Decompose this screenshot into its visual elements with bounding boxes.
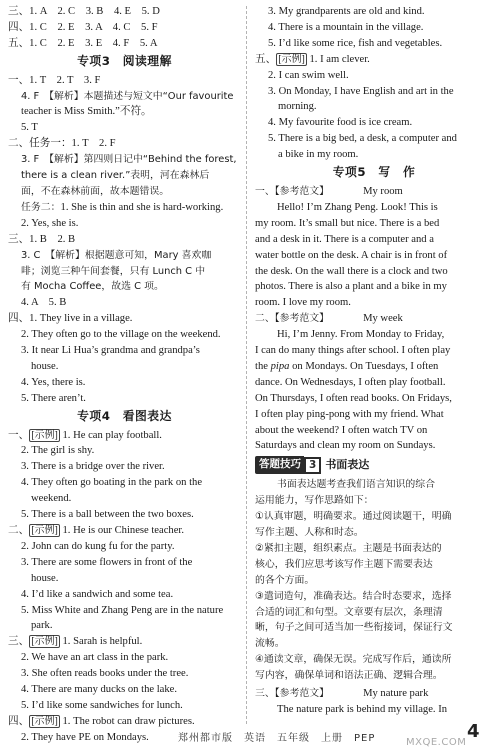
answer-line: teacher is Miss Smith.”不符。 bbox=[21, 106, 152, 118]
tips-badge: 答题技巧 bbox=[255, 456, 304, 474]
answer-line: 5. I’d like some rice, fish and vegetables. bbox=[268, 37, 443, 49]
tips-line: ①认真审题，明确要求。通过阅读题干，明确 bbox=[255, 511, 452, 523]
example-tag: [示例] bbox=[278, 53, 305, 65]
essay-heading: 三、【参考范文】 My nature park bbox=[255, 688, 429, 700]
section-title-writing: 专项5 写 作 bbox=[332, 165, 416, 180]
page-number: 4 bbox=[467, 721, 480, 742]
essay-line: dance. On Wednesdays, I often play football. bbox=[255, 376, 446, 388]
section-title-reading: 专项3 阅读理解 bbox=[77, 53, 172, 68]
answer-line: weekend. bbox=[31, 493, 72, 505]
answer-line: 一、 [示例] 1. He can play football. bbox=[8, 429, 162, 441]
tips-line: ③遣词造句，准确表达。结合时态要求，选择 bbox=[255, 590, 452, 602]
answer-line: morning. bbox=[278, 101, 317, 113]
tips-line: 合适的词汇和句型。文章要有层次，条理清 bbox=[255, 606, 443, 618]
tips-title: 书面表达 bbox=[325, 458, 370, 472]
essay-line: On Thursdays, I often read books. On Fridays, bbox=[255, 392, 452, 404]
answer-line: 2. They have PE on Mondays. bbox=[21, 731, 149, 743]
answer-line: 有 Mocha Coffee，故选 C 项。 bbox=[21, 281, 164, 293]
answer-line: 四、1. C 2. E 3. A 4. C 5. F bbox=[8, 21, 158, 33]
answer-line: 五、1. C 2. E 3. E 4. F 5. A bbox=[8, 37, 158, 49]
answer-line: 三、1. B 2. B bbox=[8, 233, 76, 245]
example-tag: [示例] bbox=[31, 525, 58, 536]
answer-line: 3. There is a bridge over the river. bbox=[21, 461, 165, 473]
answer-line: 5. I’d like some sandwiches for lunch. bbox=[21, 699, 183, 711]
essay-line: room. I love my room. bbox=[255, 297, 351, 309]
tips-header bbox=[255, 456, 493, 474]
answer-line: a bike in my room. bbox=[278, 149, 359, 161]
column-divider bbox=[246, 6, 247, 724]
answer-line: 3. My grandparents are old and kind. bbox=[268, 6, 425, 17]
answer-line: 2. We have an art class in the park. bbox=[21, 652, 169, 664]
answer-line: house. bbox=[31, 572, 59, 584]
example-tag: [示例] bbox=[31, 636, 58, 648]
right-column bbox=[255, 4, 493, 718]
essay-line: and a desk in it. There is a computer and a bbox=[255, 233, 434, 245]
answer-line: 2. Yes, she is. bbox=[21, 217, 79, 229]
answer-line: 3. There are some flowers in front of the bbox=[21, 556, 193, 568]
left-column bbox=[8, 4, 241, 746]
section-title-picture: 专项4 看图表达 bbox=[77, 408, 172, 423]
essay-line: I can do many things after school. I often play bbox=[255, 345, 451, 357]
example-tag: [示例] bbox=[31, 715, 58, 727]
answer-line: 一、1. T 2. T 3. F bbox=[8, 74, 101, 86]
example-tag: [示例] bbox=[31, 429, 58, 441]
answer-line: 3. On Monday, I have English and art in the bbox=[268, 85, 454, 97]
answer-line: 面，不在森林前面，故本题错误。 bbox=[21, 185, 170, 197]
tips-line: 晰，句子之间可适当加一些衔接词，保证行文 bbox=[255, 622, 453, 634]
answer-line: 4. There are many ducks on the lake. bbox=[21, 684, 178, 696]
answer-line: 5. There aren’t. bbox=[21, 392, 86, 404]
answer-line: there is a clean river.”表明，河在森林后 bbox=[21, 170, 210, 182]
answer-line: 4. Yes, there is. bbox=[21, 376, 86, 388]
answer-line: 3. C 【解析】根据题意可知，Mary 喜欢咖 bbox=[21, 249, 212, 261]
answer-line: 三、 [示例] 1. Sarah is helpful. bbox=[8, 636, 143, 648]
answer-line: house. bbox=[31, 360, 59, 372]
tips-line: ④通读文章，确保无误。完成写作后，通读所 bbox=[255, 654, 452, 666]
essay-line: Saturdays and clean my room on Sundays. bbox=[255, 440, 436, 452]
answer-line: 3. It near Li Hua’s grandma and grandpa’s bbox=[21, 345, 200, 357]
answer-line: 5. There is a big bed, a desk, a computer and bbox=[268, 133, 457, 145]
essay-heading: 二、【参考范文】 My week bbox=[255, 313, 403, 325]
footer-edition: 郑州都市版 英语 五年级 上册 PEP bbox=[178, 733, 376, 744]
tips-line: 核心，我们应思考该写作主题下需要表达 bbox=[255, 558, 433, 570]
answer-line: 5. Miss White and Zhang Peng are in the nature bbox=[21, 604, 224, 616]
answer-line: 二、 [示例] 1. He is our Chinese teacher. bbox=[8, 525, 185, 536]
answer-line: 三、1. A 2. C 3. B 4. E 5. D bbox=[8, 6, 160, 17]
answer-line: 任务二：1. She is thin and she is hard-working. bbox=[21, 201, 224, 213]
answer-line: 2. John can do kung fu for the party. bbox=[21, 540, 175, 552]
tips-line: ②紧扣主题，组织素点。主题是书面表达的 bbox=[255, 542, 442, 554]
answer-line: 四、1. They live in a village. bbox=[8, 313, 133, 325]
essay-line: my room. It’s small but nice. There is a bed bbox=[255, 217, 440, 229]
watermark: MXQE.COM bbox=[406, 737, 467, 748]
answer-line: 4. There is a mountain in the village. bbox=[268, 21, 424, 33]
essay-line: water bottle on the desk. A chair is in front of bbox=[255, 249, 448, 261]
answer-line: 2. The girl is shy. bbox=[21, 445, 95, 457]
answer-line: 4. F 【解析】本题描述与短文中“Our favourite bbox=[21, 90, 234, 102]
essay-line: Hello! I’m Zhang Peng. Look! This is bbox=[277, 201, 438, 213]
essay-line: the desk. On the wall there is a clock and two bbox=[255, 265, 448, 277]
answer-line: 五、 [示例] 1. I am clever. bbox=[255, 53, 370, 65]
essay-line: I often play ping-pong with my friend. What bbox=[255, 408, 444, 420]
tips-line: 书面表达题考查我们语言知识的综合 bbox=[277, 479, 436, 491]
answer-line: 二、任务一：1. T 2. F bbox=[8, 138, 116, 150]
answer-line: 5. There is a ball between the two boxes. bbox=[21, 509, 194, 521]
answer-line: 2. I can swim well. bbox=[268, 69, 349, 81]
answer-line: park. bbox=[31, 620, 53, 632]
answer-line: 4. My favourite food is ice cream. bbox=[268, 117, 413, 129]
essay-line: the pipa on Mondays. On Tuesdays, I often bbox=[255, 360, 439, 372]
answer-line: 3. F 【解析】第四则日记中“Behind the forest, bbox=[21, 154, 237, 166]
answer-line: 4. A 5. B bbox=[21, 297, 67, 309]
essay-line: about the weekend? I often watch TV on bbox=[255, 424, 428, 436]
tips-line: 的各个方面。 bbox=[255, 574, 315, 586]
answer-line: 四、 [示例] 1. The robot can draw pictures. bbox=[8, 715, 195, 727]
answer-line: 5. T bbox=[21, 122, 38, 134]
answer-line: 4. I’d like a sandwich and some tea. bbox=[21, 588, 174, 600]
answer-line: 2. They often go to the village on the weekend. bbox=[21, 329, 221, 341]
essay-line: photos. There is also a plant and a bike in my bbox=[255, 281, 447, 293]
tips-line: 写作主题、人称和时态。 bbox=[255, 527, 364, 538]
essay-line: The nature park is behind my village. In bbox=[277, 703, 448, 715]
answer-line: 啡；浏览三种午间套餐，只有 Lunch C 中 bbox=[21, 265, 206, 277]
essay-heading: 一、【参考范文】 My room bbox=[255, 185, 403, 197]
tips-line: 运用能力，写作思路如下： bbox=[255, 495, 374, 507]
answer-line: 4. They often go boating in the park on the bbox=[21, 477, 203, 489]
tips-number: 3 bbox=[304, 457, 321, 474]
tips-line: 写内容，确保单词和语法正确、逻辑合理。 bbox=[255, 670, 443, 682]
tips-line: 流畅。 bbox=[255, 638, 285, 650]
answer-line: 3. She often reads books under the tree. bbox=[21, 668, 189, 680]
essay-line: Hi, I’m Jenny. From Monday to Friday, bbox=[277, 329, 445, 341]
